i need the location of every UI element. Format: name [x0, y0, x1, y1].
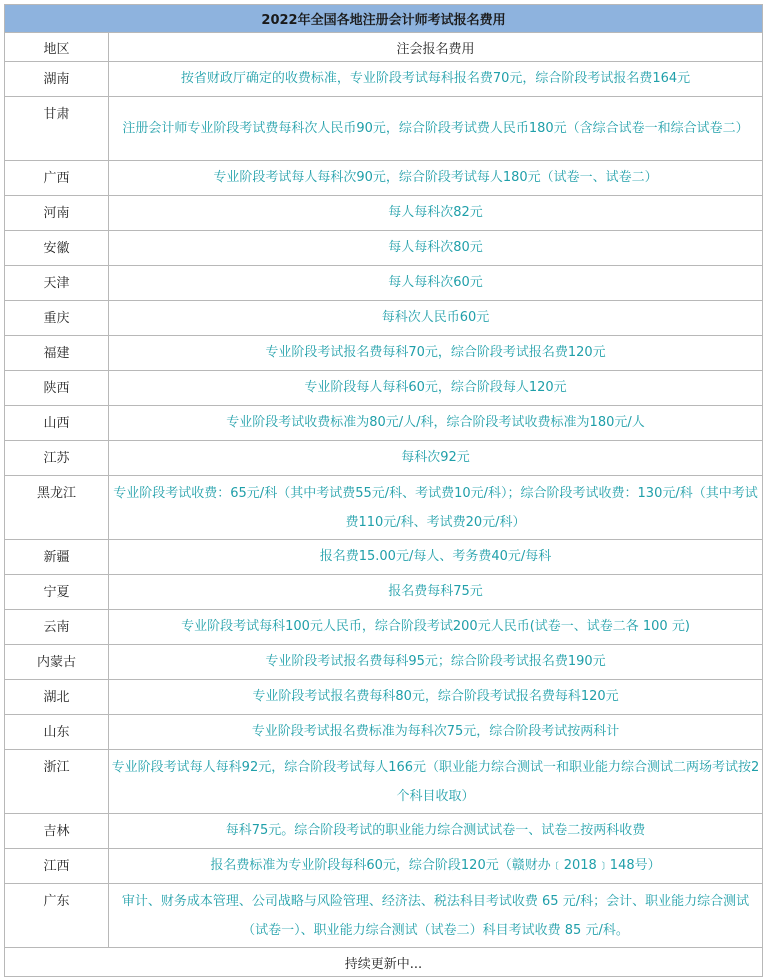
- table-row: [5, 371, 763, 406]
- fee-cell: 报名费每科75元: [109, 575, 763, 610]
- region-cell: 吉林: [5, 814, 109, 849]
- fee-cell: 专业阶段考试收费标准为80元/人/科，综合阶段考试收费标准为180元/人: [109, 406, 763, 441]
- fee-cell: 注册会计师专业阶段考试费每科次人民币90元，综合阶段考试费人民币180元（含综合试卷一和综合试卷二）: [109, 97, 763, 161]
- region-cell: 黑龙江: [5, 476, 109, 540]
- fee-cell: 专业阶段考试每人每科次90元，综合阶段考试每人180元（试卷一、试卷二）: [109, 161, 763, 196]
- fee-cell: 报名费标准为专业阶段每科60元，综合阶段120元（赣财办﹝2018﹞148号）: [109, 849, 763, 884]
- region-cell: 甘肃: [5, 97, 109, 161]
- table-row: [5, 750, 763, 814]
- table-row: [5, 441, 763, 476]
- table-row: [5, 610, 763, 645]
- table-row: [5, 62, 763, 97]
- table-row: [5, 97, 763, 161]
- region-cell: 陕西: [5, 371, 109, 406]
- footer-note: 持续更新中...: [5, 948, 763, 977]
- fee-cell: 每人每科次60元: [109, 266, 763, 301]
- table-row: [5, 715, 763, 750]
- region-cell: 山东: [5, 715, 109, 750]
- table-row: [5, 231, 763, 266]
- table-row: [5, 849, 763, 884]
- fee-cell: 报名费15.00元/每人、考务费40元/每科: [109, 540, 763, 575]
- region-cell: 江西: [5, 849, 109, 884]
- table-row: [5, 645, 763, 680]
- fee-cell: 专业阶段考试每科100元人民币，综合阶段考试200元人民币(试卷一、试卷二各 100 元): [109, 610, 763, 645]
- table-row: [5, 196, 763, 231]
- fee-cell: 每科次人民币60元: [109, 301, 763, 336]
- table-row: [5, 161, 763, 196]
- region-cell: 湖北: [5, 680, 109, 715]
- table-row: [5, 476, 763, 540]
- fee-cell: 专业阶段考试报名费每科80元，综合阶段考试报名费每科120元: [109, 680, 763, 715]
- table-row: [5, 336, 763, 371]
- fee-table: [4, 4, 763, 977]
- region-cell: 新疆: [5, 540, 109, 575]
- fee-cell: 每人每科次82元: [109, 196, 763, 231]
- region-cell: 江苏: [5, 441, 109, 476]
- table-row: [5, 301, 763, 336]
- region-cell: 福建: [5, 336, 109, 371]
- header-region: 地区: [5, 33, 109, 62]
- region-cell: 内蒙古: [5, 645, 109, 680]
- region-cell: 山西: [5, 406, 109, 441]
- region-cell: 河南: [5, 196, 109, 231]
- fee-cell: 专业阶段考试每人每科92元，综合阶段考试每人166元（职业能力综合测试一和职业能力综合测试二两场考试按2个科目收取）: [109, 750, 763, 814]
- fee-cell: 专业阶段考试报名费标准为每科次75元，综合阶段考试按两科计: [109, 715, 763, 750]
- region-cell: 安徽: [5, 231, 109, 266]
- table-row: [5, 814, 763, 849]
- fee-cell: 按省财政厅确定的收费标准，专业阶段考试每科报名费70元，综合阶段考试报名费164元: [109, 62, 763, 97]
- table-row: [5, 406, 763, 441]
- region-cell: 宁夏: [5, 575, 109, 610]
- fee-cell: 专业阶段考试报名费每科95元；综合阶段考试报名费190元: [109, 645, 763, 680]
- region-cell: 重庆: [5, 301, 109, 336]
- region-cell: 广东: [5, 884, 109, 948]
- fee-cell: 专业阶段每人每科60元，综合阶段每人120元: [109, 371, 763, 406]
- table-row: [5, 680, 763, 715]
- region-cell: 广西: [5, 161, 109, 196]
- region-cell: 浙江: [5, 750, 109, 814]
- region-cell: 天津: [5, 266, 109, 301]
- table-row: [5, 266, 763, 301]
- table-title: 2022年全国各地注册会计师考试报名费用: [5, 5, 763, 33]
- fee-cell: 专业阶段考试收费：65元/科（其中考试费55元/科、考试费10元/科）；综合阶段考试收费：130元/科（其中考试费110元/科、考试费20元/科）: [109, 476, 763, 540]
- fee-cell: 专业阶段考试报名费每科70元，综合阶段考试报名费120元: [109, 336, 763, 371]
- table-row: [5, 575, 763, 610]
- table-row: [5, 884, 763, 948]
- header-row: [5, 33, 763, 62]
- header-fee: 注会报名费用: [109, 33, 763, 62]
- fee-cell: 每科次92元: [109, 441, 763, 476]
- table-row: [5, 540, 763, 575]
- fee-cell: 每人每科次80元: [109, 231, 763, 266]
- region-cell: 云南: [5, 610, 109, 645]
- fee-cell: 审计、财务成本管理、公司战略与风险管理、经济法、税法科目考试收费 65 元/科；会计、职业能力综合测试（试卷一）、职业能力综合测试（试卷二）科目考试收费 85 元/科。: [109, 884, 763, 948]
- region-cell: 湖南: [5, 62, 109, 97]
- fee-cell: 每科75元。综合阶段考试的职业能力综合测试试卷一、试卷二按两科收费: [109, 814, 763, 849]
